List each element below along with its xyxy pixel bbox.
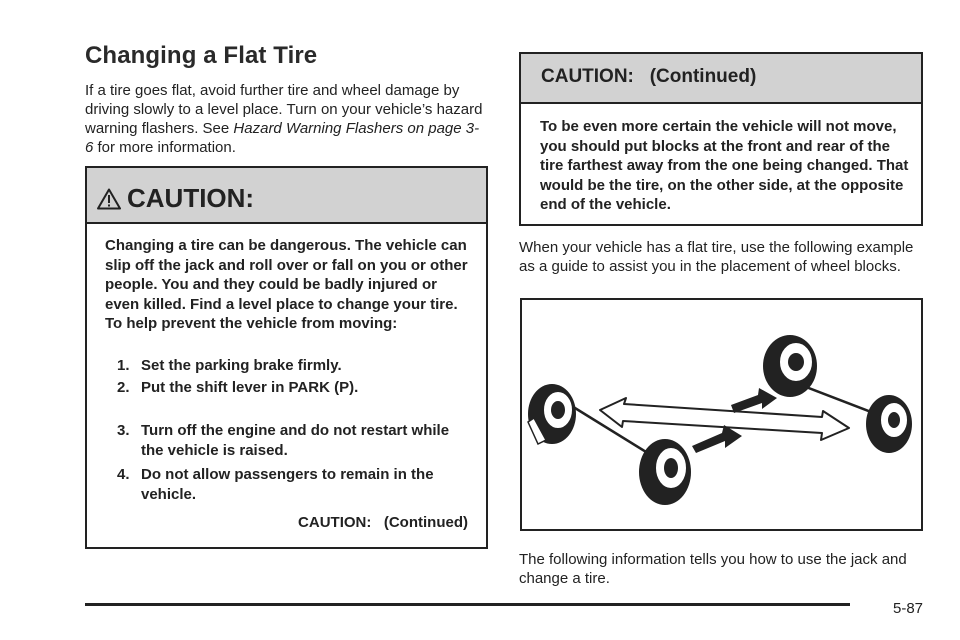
caution-steps-list xyxy=(117,378,467,398)
tire-icon xyxy=(866,395,912,453)
intro-text-start: If a tire goes flat, avoid further tire and wheel damage by driving slowly to a level place. Turn on your vehicle’s hazard warning flashers. See xyxy=(85,82,483,137)
caution-title: CAUTION: xyxy=(127,182,255,213)
caution-steps-list xyxy=(117,356,467,376)
tire-icon xyxy=(528,384,576,444)
caution-step: 2. Put the shift lever in PARK (P). xyxy=(117,379,359,396)
caution-step: 1. Set the parking brake firmly. xyxy=(117,357,342,374)
footer-divider xyxy=(85,603,850,606)
caution-continued-header: CAUTION: (Continued) xyxy=(521,54,921,104)
intro-paragraph xyxy=(85,81,487,157)
caution-box xyxy=(85,166,488,549)
caution-continued-label: CAUTION: (Continued) xyxy=(298,514,468,531)
caution-continued-body: To be even more certain the vehicle will not move, you should put blocks at the front and rear of the tire farthest away from the one being changed. That would be the tire, on the other side, at the opposite end of the vehicle. xyxy=(540,118,909,213)
wheel-block-icon xyxy=(731,388,777,413)
jack-info-paragraph: The following information tells you how to use the jack and change a tire. xyxy=(519,551,907,587)
tire-diagram xyxy=(522,300,921,529)
caution-step: 4. Do not allow passengers to remain in the vehicle. xyxy=(117,466,434,503)
page-number: 5-87 xyxy=(893,600,924,617)
caution-steps-list xyxy=(117,465,467,504)
intro-text-end: for more information. xyxy=(93,139,236,156)
wheel-block-icon xyxy=(692,425,742,453)
tire-icon xyxy=(763,335,817,397)
caution-steps-list xyxy=(117,421,467,460)
wheel-blocks-illustration xyxy=(520,298,923,531)
caution-step: 3. Turn off the engine and do not restart while the vehicle is raised. xyxy=(117,422,450,459)
tire-icon xyxy=(639,439,691,505)
wheel-blocks-paragraph: When your vehicle has a flat tire, use the following example as a guide to assist you in the placement of wheel blocks. xyxy=(519,239,914,275)
caution-continued-box xyxy=(519,52,923,226)
caution-body-text: Changing a tire can be dangerous. The vehicle can slip off the jack and roll over or fall on you or other people. You and they could be badly injured or even killed. Find a level place to change your tire. To help prevent the vehicle from moving: xyxy=(105,237,468,332)
warning-triangle-icon xyxy=(97,188,121,210)
caution-header xyxy=(87,168,486,224)
page-heading: Changing a Flat Tire xyxy=(85,42,318,69)
hazard-flashers-reference: Hazard Warning Flashers on page 3-6 xyxy=(85,120,480,156)
